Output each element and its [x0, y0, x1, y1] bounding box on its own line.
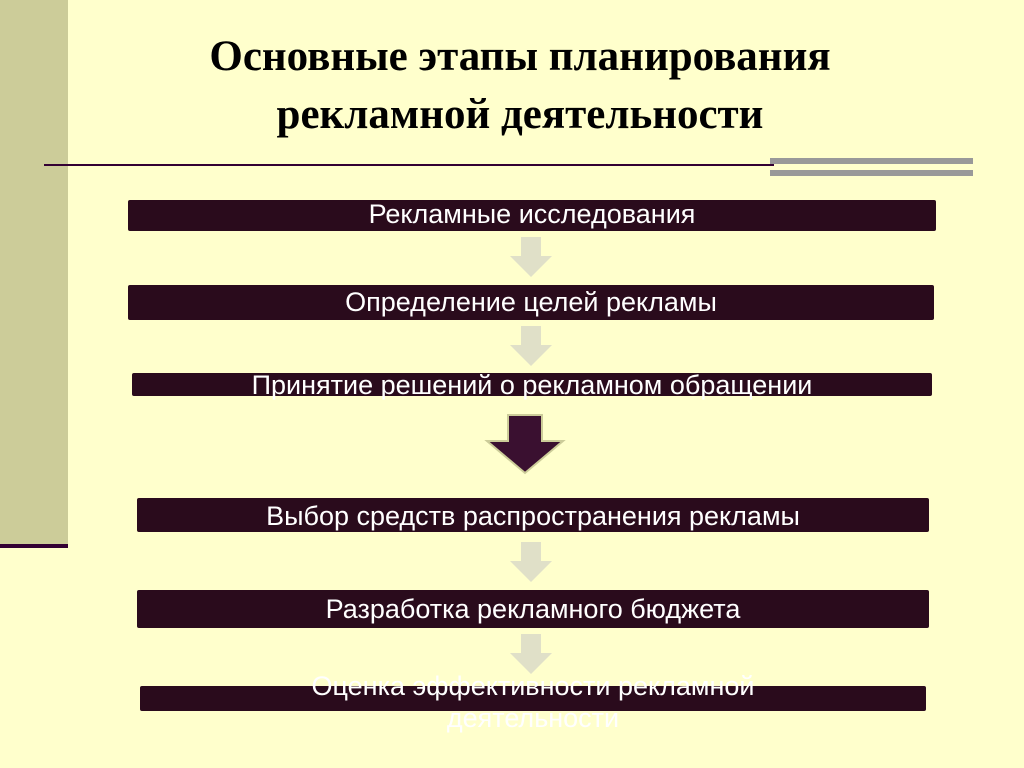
step-label: Разработка рекламного бюджета	[325, 594, 741, 624]
down-arrow-icon	[508, 541, 554, 583]
title-divider	[44, 164, 774, 166]
decorative-rule-bottom	[770, 170, 973, 176]
title-line-1: Основные этапы планирования	[209, 33, 831, 80]
down-arrow-icon	[484, 413, 566, 475]
down-arrow-icon	[508, 236, 554, 278]
step-advertising-research	[128, 200, 936, 231]
step-label: Оценка эффективности рекламной деятельности	[311, 671, 755, 733]
step-label: Определение целей рекламы	[345, 287, 717, 317]
step-label: Выбор средств распространения рекламы	[266, 501, 800, 531]
step-media-selection	[137, 498, 929, 532]
decorative-rule-top	[770, 158, 973, 164]
down-arrow-icon	[508, 325, 554, 367]
step-budget-development	[137, 590, 929, 628]
down-arrow-icon	[508, 633, 554, 675]
title-line-2: рекламной деятельности	[276, 91, 764, 138]
step-effectiveness-evaluation	[140, 671, 926, 733]
step-define-goals	[128, 285, 934, 320]
slide-title	[100, 28, 940, 144]
step-label: Рекламные исследования	[368, 199, 696, 229]
step-message-decisions	[132, 370, 932, 400]
left-accent-bar	[0, 0, 68, 545]
left-accent-rule	[0, 544, 68, 548]
step-label: Принятие решений о рекламном обращении	[251, 370, 813, 400]
